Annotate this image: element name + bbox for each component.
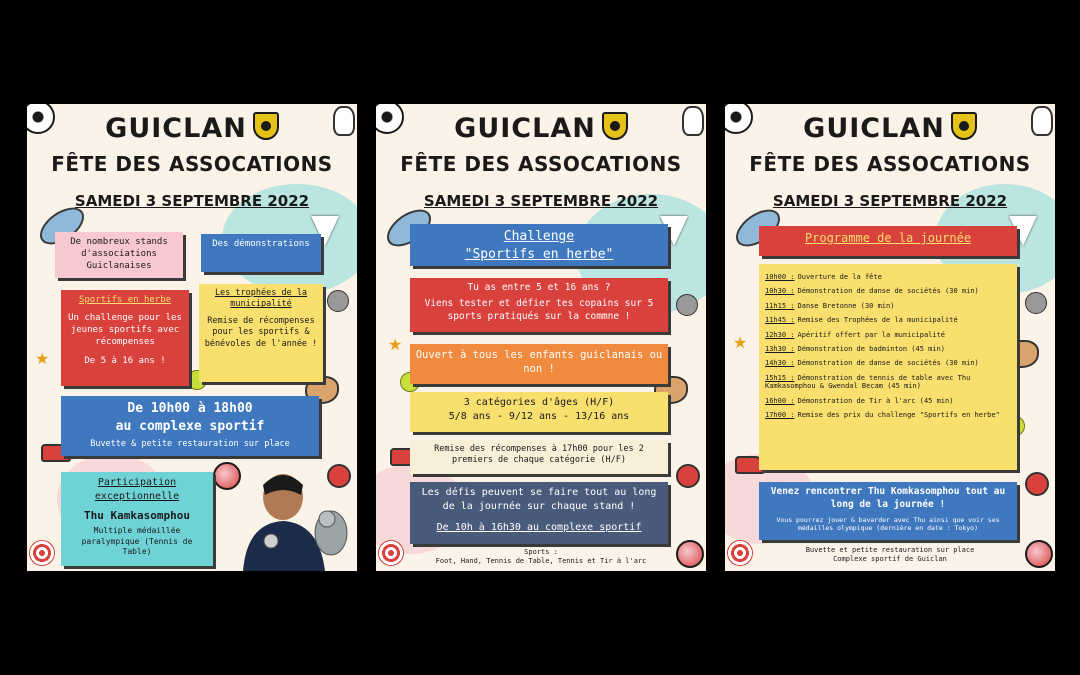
ping-pong-paddle-icon bbox=[1025, 472, 1049, 496]
star-icon: ★ bbox=[733, 333, 748, 352]
guiclan-crest-icon bbox=[253, 112, 279, 140]
guest-name: Thu Kamkasomphou bbox=[84, 509, 190, 522]
star-icon: ★ bbox=[388, 335, 403, 354]
participation-title: Participation exceptionnelle bbox=[94, 477, 180, 502]
trophees-box bbox=[199, 284, 323, 382]
sports-list: Foot, Hand, Tennis de Table, Tennis et Tir à l'arc bbox=[435, 557, 647, 566]
sportifs-age: De 5 à 16 ans ! bbox=[84, 355, 166, 366]
defis-text: Les défis peuvent se faire tout au long de la journée sur chaque stand ! bbox=[421, 487, 657, 512]
star-icon: ★ bbox=[35, 349, 50, 368]
challenge-line2: "Sportifs en herbe" bbox=[464, 246, 614, 262]
athlete-photo bbox=[235, 463, 353, 571]
program-row: 17h00 : Remise des prix du challenge "Sportifs en herbe" bbox=[765, 410, 1000, 419]
program-title: Programme de la journée bbox=[804, 231, 972, 245]
petanque-icon bbox=[1025, 292, 1047, 314]
guiclan-crest-icon bbox=[951, 112, 977, 140]
program-row: 13h30 : Démonstration de badminton (45 min) bbox=[765, 344, 946, 353]
ping-pong-paddle-icon bbox=[676, 464, 700, 488]
challenge-line1: Challenge bbox=[503, 229, 575, 244]
sportifs-title: Sportifs en herbe bbox=[78, 295, 172, 305]
invite-question: Tu as entre 5 et 16 ans ? bbox=[467, 282, 611, 293]
event-date: SAMEDI 3 SEPTEMBRE 2022 bbox=[772, 192, 1008, 210]
town-title: GUICLAN bbox=[725, 112, 1055, 144]
meet-text: Vous pourrez jouer & bavarder avec Thu ainsi que voir ses médailles olympique (dernière en date : Tokyo) bbox=[776, 515, 1000, 533]
meet-box bbox=[759, 482, 1017, 540]
demos-box: Des démonstrations bbox=[201, 234, 321, 272]
invite-text: Viens tester et défier tes copains sur 5 sports pratiqués sur la commne ! bbox=[424, 297, 654, 322]
program-row: 10h30 : Démonstration de danse de sociétés (30 min) bbox=[765, 287, 979, 296]
invite-box bbox=[410, 278, 668, 332]
event-date: SAMEDI 3 SEPTEMBRE 2022 bbox=[423, 192, 659, 210]
program-row: 12h30 : Apéritif offert par la municipalité bbox=[765, 330, 946, 339]
program-title-box bbox=[759, 226, 1017, 256]
trophees-text: Remise de récompenses pour les sportifs & bénévoles de l'année ! bbox=[204, 315, 318, 349]
hours-line1: De 10h00 à 18h00 bbox=[127, 401, 253, 416]
sports-label: Sports : bbox=[524, 548, 558, 556]
event-title: FÊTE DES ASSOCATIONS bbox=[400, 152, 682, 176]
categories-box bbox=[410, 392, 668, 432]
petanque-icon bbox=[327, 290, 349, 312]
event-title: FÊTE DES ASSOCATIONS bbox=[51, 152, 333, 176]
open-box: Ouvert à tous les enfants guiclanais ou non ! bbox=[410, 344, 668, 384]
target-icon bbox=[29, 540, 55, 566]
program-row: 10h00 : Ouverture de la fête bbox=[765, 273, 882, 281]
challenge-title-box bbox=[410, 224, 668, 266]
program-list bbox=[759, 264, 1017, 470]
hours-box bbox=[61, 396, 319, 456]
petanque-icon bbox=[676, 294, 698, 316]
meet-title: Venez rencontrer Thu Komkasomphou tout au long de la journée ! bbox=[770, 486, 1006, 510]
guest-box bbox=[61, 472, 213, 566]
hours-line2: au complexe sportif bbox=[115, 418, 265, 434]
program-row: 16h00 : Démonstration de Tir à l'arc (45 min) bbox=[765, 396, 954, 405]
rewards-box: Remise des récompenses à 17h00 pour les 2 premiers de chaque catégorie (H/F) bbox=[410, 440, 668, 474]
poster-challenge bbox=[376, 104, 706, 571]
program-row: 11h45 : Remise des Trophées de la municipalité bbox=[765, 316, 958, 325]
buvette-text: Buvette & petite restauration sur place bbox=[90, 439, 290, 450]
poster-schedule bbox=[725, 104, 1055, 571]
event-date: SAMEDI 3 SEPTEMBRE 2022 bbox=[74, 192, 310, 210]
program-row: 14h30 : Démonstration de danse de sociétés (30 min) bbox=[765, 359, 979, 368]
sportifs-box bbox=[61, 290, 189, 386]
sportifs-text: Un challenge pour les jeunes sportifs avec récompenses bbox=[68, 313, 182, 348]
town-title: GUICLAN bbox=[376, 112, 706, 144]
categories-title: 3 catégories d'âges (H/F) bbox=[463, 397, 615, 408]
poster-program-overview bbox=[27, 104, 357, 571]
stands-box: De nombreux stands d'associations Guiclanaises bbox=[55, 232, 183, 278]
categories-ages: 5/8 ans - 9/12 ans - 13/16 ans bbox=[448, 410, 630, 422]
trophees-title: Les trophées de la municipalité bbox=[214, 288, 308, 310]
event-title: FÊTE DES ASSOCATIONS bbox=[749, 152, 1031, 176]
defis-box bbox=[410, 482, 668, 544]
footer-buvette: Buvette et petite restauration sur place bbox=[805, 546, 975, 554]
guest-desc: Multiple médaillée paralympique (Tennis de Table) bbox=[81, 525, 193, 557]
schedule-footer bbox=[725, 546, 1055, 564]
footer-location: Complexe sportif de Guiclan bbox=[833, 555, 947, 564]
sports-footer bbox=[376, 548, 706, 566]
program-row: 11h15 : Danse Bretonne (30 min) bbox=[765, 301, 895, 310]
guiclan-crest-icon bbox=[602, 112, 628, 140]
town-title: GUICLAN bbox=[27, 112, 357, 144]
challenge-hours: De 10h à 16h30 au complexe sportif bbox=[436, 522, 642, 533]
program-row: 15h15 : Démonstration de tennis de table avec Thu Kamkasomphou & Gwendal Becam (45 min) bbox=[765, 373, 971, 391]
